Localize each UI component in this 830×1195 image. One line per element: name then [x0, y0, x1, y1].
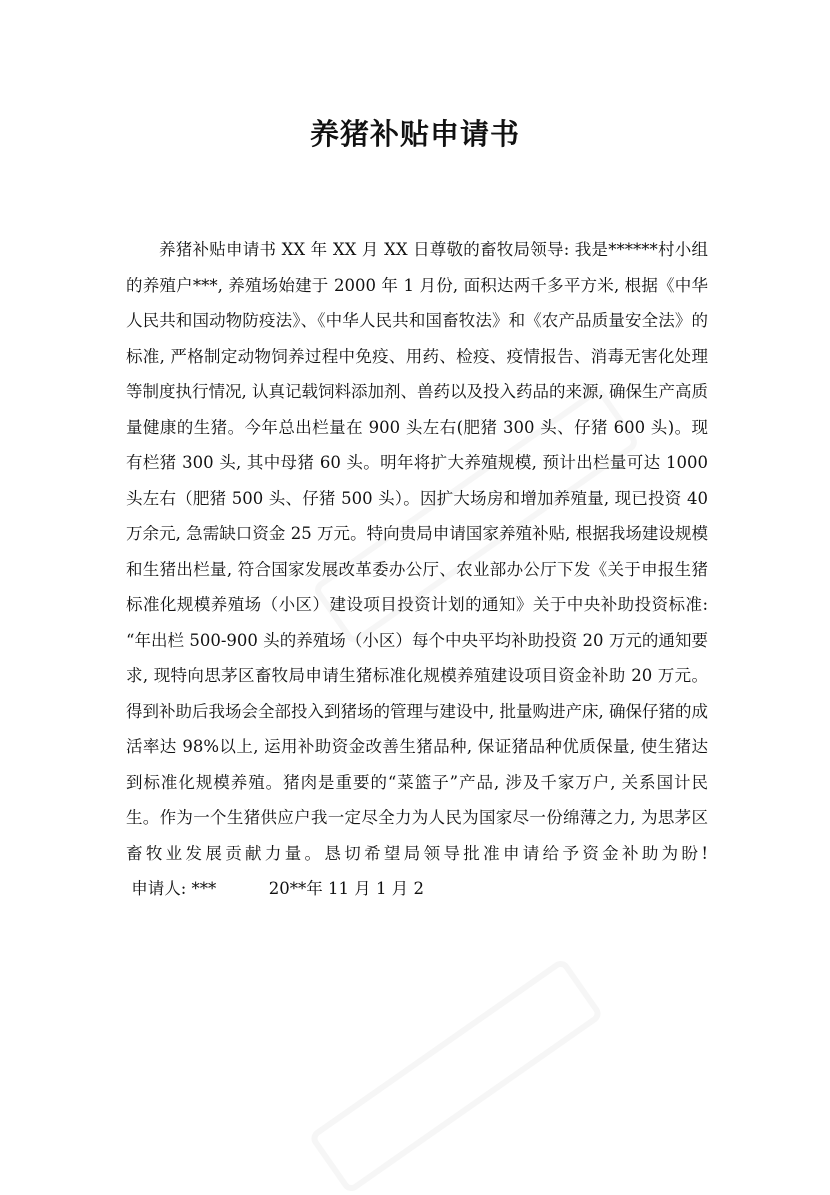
signature-line: 申请人: *** 20**年 11 月 1 月 2: [126, 879, 424, 898]
body-paragraph: [126, 232, 708, 907]
body-text: 养猪补贴申请书 XX 年 XX 月 XX 日尊敬的畜牧局领导: 我是******村小组的养殖户***, 养殖场始建于 2000 年 1 月份, 面积达两千多平方米, 根据《中华人民共和国动物防疫法》、《中华人民共和国畜牧法》和《农产品质量安全法》的标准, 严格制定动物饲养过程中免疫、用药、检疫、疫情报告、消毒无害化处理等制度执行情况, 认真记载饲料添加剂、兽药以及投入药品的来源, 确保生产高质量健康的生猪。今年总出栏量在 900 头左右(肥猪 300 头、仔猪 600 头)。现有栏猪 300 头, 其中母猪 60 头。明年将扩大养殖规模, 预计出栏量可达 1000 头左右（肥猪 500 头、仔猪 500 头）。因扩大场房和增加养殖量, 现已投资 40 万余元, 急需缺口资金 25 万元。特向贵局申请国家养殖补贴, 根据我场建设规模和生猪出栏量, 符合国家发展改革委办公厅、农业部办公厅下发《关于申报生猪标准化规模养殖场（小区）建设项目投资计划的通知》关于中央补助投资标准: “年出栏 500-900 头的养殖场（小区）每个中央平均补助投资 20 万元的通知要求, 现特向思茅区畜牧局申请生猪标准化规模养殖建设项目资金补助 20 万元。得到补助后我场会全部投入到猪场的管理与建设中, 批量购进产床, 确保仔猪的成活率达 98%以上, 运用补助资金改善生猪品种, 保证猪品种优质保量, 使生猪达到标准化规模养殖。猪肉是重要的“菜篮子”产品, 涉及千家万户, 关系国计民生。作为一个生猪供应户我一定尽全力为人民为国家尽一份绵薄之力, 为思茅区畜牧业发展贡献力量。恳切希望局领导批准申请给予资金补助为盼!: [126, 240, 708, 863]
watermark-stamp: [308, 957, 605, 1195]
page-title: 养猪补贴申请书: [309, 117, 520, 151]
